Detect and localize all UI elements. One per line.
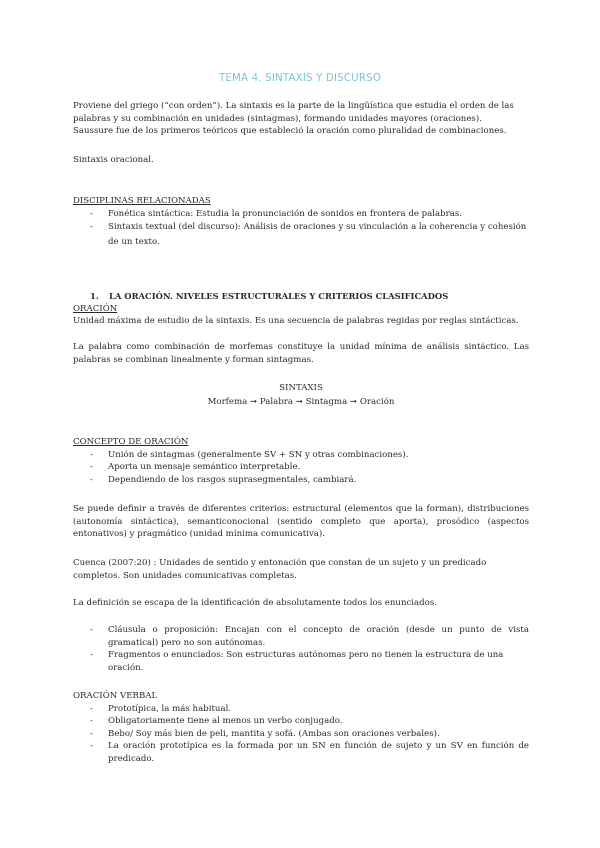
list-item: - Obligatoriamente tiene al menos un verbo conjugado. bbox=[90, 716, 343, 727]
list-item: - Sintaxis textual (del discurso): Análisis de oraciones y su vinculación a la coherencia y cohesión de un texto. bbox=[90, 222, 527, 247]
section-1-block bbox=[73, 290, 529, 328]
list-item: - Prototípica, la más habitual. bbox=[90, 703, 232, 714]
oracion-paragraph-2: La palabra como combinación de morfemas constituye la unidad mínima de análisis sintáctico. Las palabras se combinan linealmente y forman sintagmas. bbox=[73, 342, 529, 365]
concepto-heading: CONCEPTO DE ORACIÓN bbox=[73, 437, 189, 447]
concepto-list bbox=[73, 449, 529, 487]
dash-bullet: - bbox=[90, 703, 93, 714]
list-item: - La oración prototípica es la formada por un SN en función de sujeto y un SV en función de predicado. bbox=[90, 741, 529, 764]
cuenca-block bbox=[73, 557, 529, 582]
list-item: - Aporta un mensaje semántico interpretable. bbox=[90, 462, 301, 473]
oracion-paragraph-2-block bbox=[73, 341, 529, 366]
cuenca-paragraph: Cuenca (2007:20) : Unidades de sentido y entonación que constan de un sujeto y un predicado completos. Son unidades comunicativas completas. bbox=[73, 558, 487, 581]
dash-bullet: - bbox=[90, 741, 93, 752]
sintaxis-diagram bbox=[73, 382, 529, 408]
list-item: - Unión de sintagmas (generalmente SV + SN y otras combinaciones). bbox=[90, 449, 409, 460]
oracion-subheading: ORACIÓN bbox=[73, 303, 118, 314]
dash-bullet: - bbox=[90, 716, 93, 727]
intro-paragraph-3: Sintaxis oracional. bbox=[73, 155, 154, 165]
criterios-paragraph: Se puede definir a través de diferentes criterios: estructural (elementos que la forman), distribuciones (autonomía sintáctica), semanticonocional (sentido completo que aporta), prosódico (aspectos entonativos) y pragmático (unidad mínima comunicativa). bbox=[73, 504, 529, 540]
intro-paragraph-1: Proviene del griego (“con orden”). La sintaxis es la parte de la lingüística que estudia el orden de las palabras y su combinación en unidades (sintagmas), formando unidades mayores (oraciones). bbox=[73, 101, 514, 124]
dash-bullet: - bbox=[90, 449, 93, 460]
intro-paragraph-2: Saussure fue de los primeros teóricos que estableció la oración como pluralidad de combinaciones. bbox=[73, 126, 507, 137]
oracion-paragraph-1: Unidad máxima de estudio de la sintaxis. Es una secuencia de palabras regidas por reglas sintácticas. bbox=[73, 316, 519, 327]
list-item: - Fragmentos o enunciados: Son estructuras autónomas pero no tienen la estructura de una oración. bbox=[90, 650, 504, 673]
clausula-list bbox=[73, 624, 529, 674]
intro-paragraph-3-block bbox=[73, 154, 529, 167]
definicion-paragraph: La definición se escapa de la identificación de absolutamente todos los enunciados. bbox=[73, 598, 437, 608]
section-heading: 1. LA ORACIÓN. NIVELES ESTRUCTURALES Y CRITERIOS CLASIFICADOS bbox=[90, 291, 449, 301]
list-item: - Cláusula o proposición: Encajan con el concepto de oración (desde un punto de vista gramatical) pero no son autónomas. bbox=[90, 625, 529, 648]
dash-bullet: - bbox=[90, 208, 93, 219]
dash-bullet: - bbox=[90, 650, 93, 661]
intro-block bbox=[73, 100, 529, 138]
dash-bullet: - bbox=[90, 474, 93, 485]
oracion-verbal-list bbox=[73, 703, 529, 766]
diagram-title: SINTAXIS bbox=[279, 383, 323, 393]
concepto-block bbox=[73, 436, 529, 486]
dash-bullet: - bbox=[90, 462, 93, 473]
criterios-block bbox=[73, 503, 529, 541]
diagram-chain: Morfema ➞ Palabra ➞ Sintagma ➞ Oración bbox=[207, 396, 395, 407]
clausula-block bbox=[73, 624, 529, 674]
section-number: 1. bbox=[90, 291, 99, 301]
oracion-verbal-heading: ORACIÓN VERBAL bbox=[73, 691, 158, 701]
dash-bullet: - bbox=[90, 728, 93, 739]
dash-bullet: - bbox=[90, 222, 93, 233]
page-title: TEMA 4. SINTAXIS Y DISCURSO bbox=[218, 73, 382, 84]
dash-bullet: - bbox=[90, 625, 93, 635]
disciplinas-heading: DISCIPLINAS RELACIONADAS bbox=[73, 196, 211, 206]
list-item: - Dependiendo de los rasgos suprasegmentales, cambiará. bbox=[90, 474, 357, 485]
disciplinas-list bbox=[73, 208, 529, 250]
list-item: - Fonética sintáctica: Estudia la pronunciación de sonidos en frontera de palabras. bbox=[90, 208, 463, 219]
list-item: - Bebo/ Soy más bien de peli, mantita y sofá. (Ambas son oraciones verbales). bbox=[90, 728, 440, 739]
definicion-block bbox=[73, 597, 529, 610]
disciplinas-block bbox=[73, 195, 529, 249]
oracion-verbal-block bbox=[73, 690, 529, 766]
